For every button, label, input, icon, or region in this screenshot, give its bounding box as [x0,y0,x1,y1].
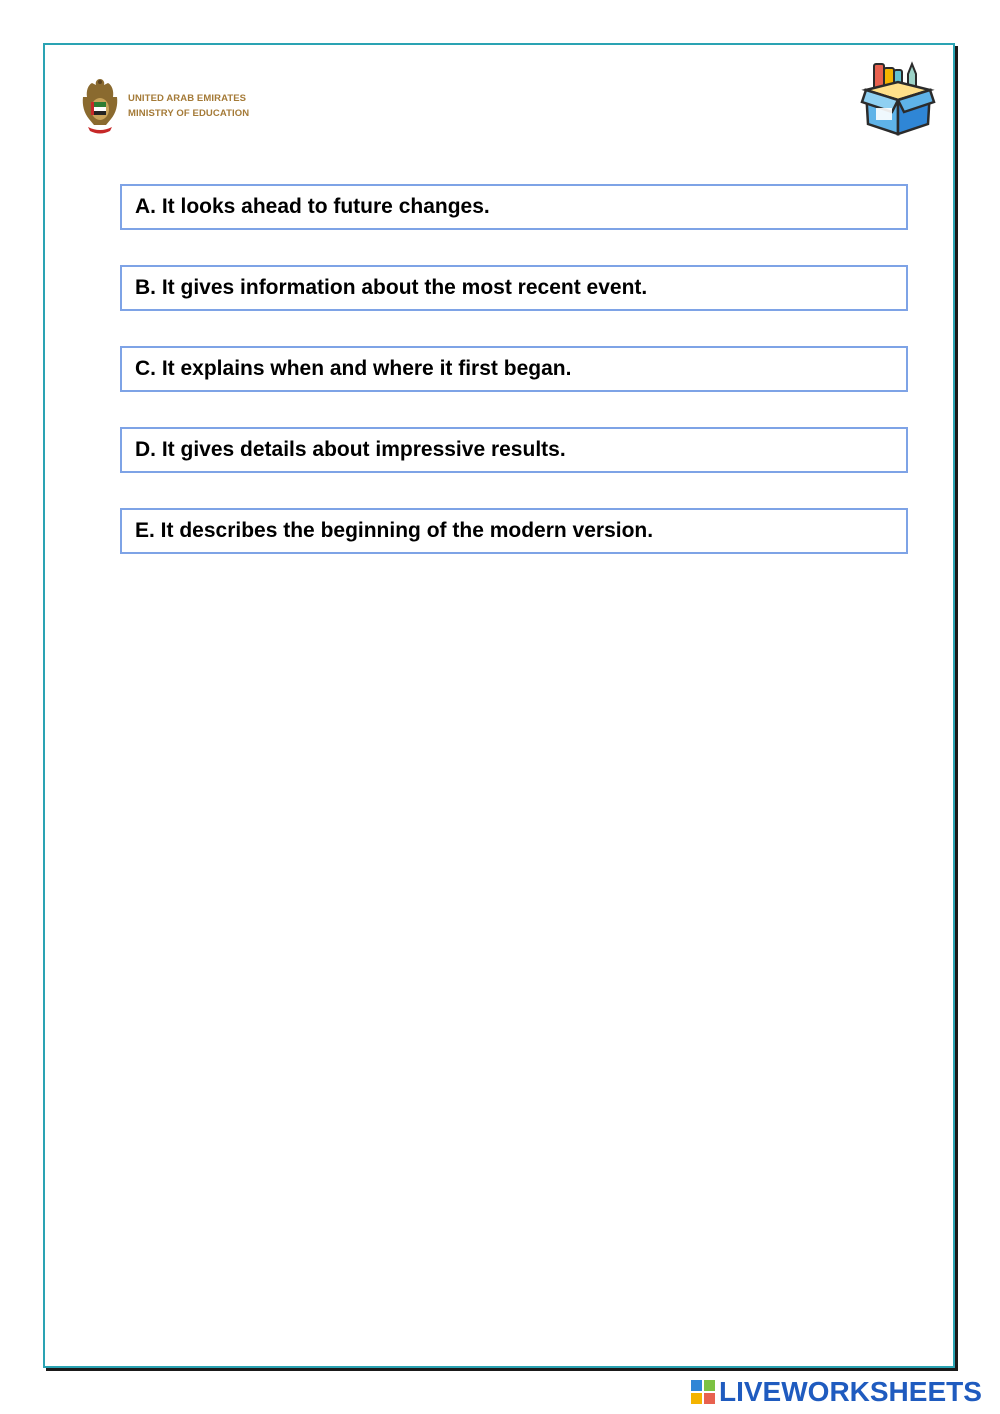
uae-eagle-emblem-icon [80,75,120,137]
option-d[interactable]: D. It gives details about impressive results. [120,427,908,473]
option-b[interactable]: B. It gives information about the most recent event. [120,265,908,311]
box-logo [860,60,936,143]
liveworksheets-label: LIVEWORKSHEETS [719,1376,982,1407]
option-c[interactable]: C. It explains when and where it first began. [120,346,908,392]
books-box-icon [860,60,936,138]
liveworksheets-logo-icon [691,1380,715,1404]
option-a[interactable]: A. It looks ahead to future changes. [120,184,908,230]
liveworksheets-brand[interactable] [691,1376,982,1408]
ministry-line-1: UNITED ARAB EMIRATES [128,93,247,104]
options-list [120,184,908,589]
option-e[interactable]: E. It describes the beginning of the modern version. [120,508,908,554]
ministry-logo [80,74,249,138]
ministry-line-2: MINISTRY OF EDUCATION [128,108,250,119]
